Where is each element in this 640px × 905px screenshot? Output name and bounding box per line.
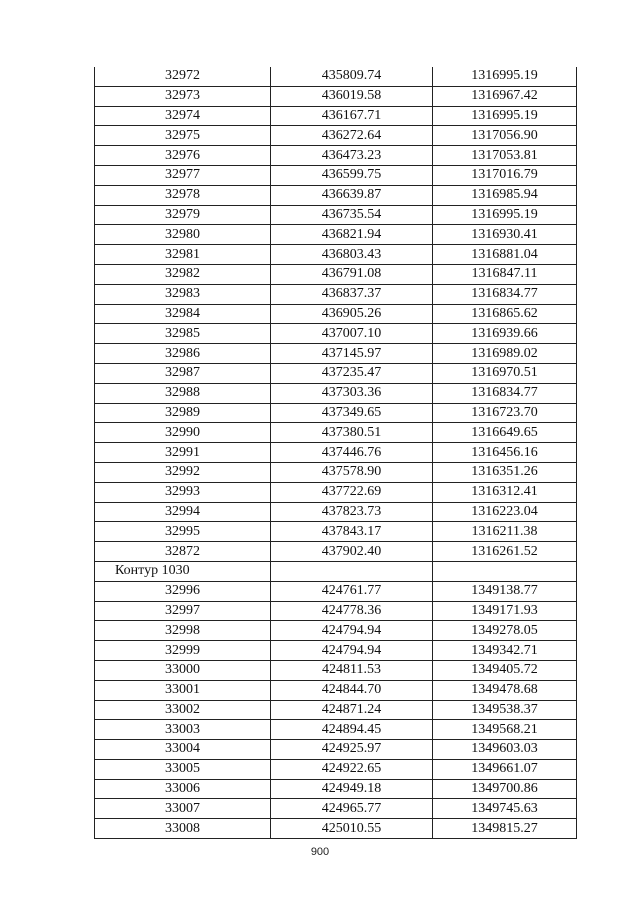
point-number-cell: 33004 <box>95 740 271 760</box>
point-number-cell: 32977 <box>95 165 271 185</box>
table-row <box>95 363 577 383</box>
x-coordinate-cell: 437902.40 <box>271 542 433 562</box>
table-row <box>95 264 577 284</box>
y-coordinate-cell: 1317053.81 <box>433 146 577 166</box>
x-coordinate-cell: 436837.37 <box>271 284 433 304</box>
y-coordinate-cell: 1316456.16 <box>433 443 577 463</box>
point-number-cell: 32989 <box>95 403 271 423</box>
y-coordinate-cell: 1316995.19 <box>433 106 577 126</box>
x-coordinate-cell: 437349.65 <box>271 403 433 423</box>
table-row <box>95 126 577 146</box>
y-coordinate-cell: 1349138.77 <box>433 581 577 601</box>
y-coordinate-cell: 1316351.26 <box>433 462 577 482</box>
section-empty-cell <box>271 561 433 581</box>
section-empty-cell <box>433 561 577 581</box>
x-coordinate-cell: 436473.23 <box>271 146 433 166</box>
table-row <box>95 621 577 641</box>
section-header-row <box>95 561 577 581</box>
y-coordinate-cell: 1316970.51 <box>433 363 577 383</box>
table-row <box>95 106 577 126</box>
point-number-cell: 32991 <box>95 443 271 463</box>
x-coordinate-cell: 424922.65 <box>271 759 433 779</box>
table-row <box>95 284 577 304</box>
point-number-cell: 32996 <box>95 581 271 601</box>
x-coordinate-cell: 437823.73 <box>271 502 433 522</box>
x-coordinate-cell: 436791.08 <box>271 264 433 284</box>
y-coordinate-cell: 1316967.42 <box>433 86 577 106</box>
x-coordinate-cell: 424965.77 <box>271 799 433 819</box>
y-coordinate-cell: 1317016.79 <box>433 165 577 185</box>
point-number-cell: 32981 <box>95 245 271 265</box>
table-row <box>95 403 577 423</box>
table-row <box>95 542 577 562</box>
table-row <box>95 67 577 86</box>
point-number-cell: 32995 <box>95 522 271 542</box>
table-row <box>95 641 577 661</box>
y-coordinate-cell: 1349278.05 <box>433 621 577 641</box>
point-number-cell: 32978 <box>95 185 271 205</box>
table-row <box>95 819 577 839</box>
point-number-cell: 33006 <box>95 779 271 799</box>
y-coordinate-cell: 1349478.68 <box>433 680 577 700</box>
y-coordinate-cell: 1349405.72 <box>433 660 577 680</box>
coordinates-table <box>94 67 577 839</box>
point-number-cell: 32998 <box>95 621 271 641</box>
point-number-cell: 32992 <box>95 462 271 482</box>
table-row <box>95 502 577 522</box>
y-coordinate-cell: 1316723.70 <box>433 403 577 423</box>
x-coordinate-cell: 424894.45 <box>271 720 433 740</box>
table-row <box>95 383 577 403</box>
y-coordinate-cell: 1349342.71 <box>433 641 577 661</box>
y-coordinate-cell: 1316995.19 <box>433 67 577 86</box>
y-coordinate-cell: 1316211.38 <box>433 522 577 542</box>
table-row <box>95 482 577 502</box>
point-number-cell: 33002 <box>95 700 271 720</box>
table-row <box>95 759 577 779</box>
x-coordinate-cell: 424761.77 <box>271 581 433 601</box>
x-coordinate-cell: 424794.94 <box>271 641 433 661</box>
point-number-cell: 32976 <box>95 146 271 166</box>
table-row <box>95 601 577 621</box>
x-coordinate-cell: 437303.36 <box>271 383 433 403</box>
x-coordinate-cell: 424925.97 <box>271 740 433 760</box>
y-coordinate-cell: 1316649.65 <box>433 423 577 443</box>
x-coordinate-cell: 437446.76 <box>271 443 433 463</box>
y-coordinate-cell: 1316847.11 <box>433 264 577 284</box>
y-coordinate-cell: 1349171.93 <box>433 601 577 621</box>
x-coordinate-cell: 435809.74 <box>271 67 433 86</box>
point-number-cell: 32994 <box>95 502 271 522</box>
x-coordinate-cell: 437145.97 <box>271 344 433 364</box>
table-row <box>95 245 577 265</box>
y-coordinate-cell: 1349538.37 <box>433 700 577 720</box>
x-coordinate-cell: 424794.94 <box>271 621 433 641</box>
y-coordinate-cell: 1316223.04 <box>433 502 577 522</box>
point-number-cell: 32982 <box>95 264 271 284</box>
point-number-cell: 33007 <box>95 799 271 819</box>
point-number-cell: 32985 <box>95 324 271 344</box>
point-number-cell: 32984 <box>95 304 271 324</box>
table-row <box>95 740 577 760</box>
point-number-cell: 33008 <box>95 819 271 839</box>
table-row <box>95 660 577 680</box>
x-coordinate-cell: 437380.51 <box>271 423 433 443</box>
table-row <box>95 86 577 106</box>
y-coordinate-cell: 1316930.41 <box>433 225 577 245</box>
y-coordinate-cell: 1349568.21 <box>433 720 577 740</box>
y-coordinate-cell: 1316985.94 <box>433 185 577 205</box>
table-row <box>95 225 577 245</box>
x-coordinate-cell: 437007.10 <box>271 324 433 344</box>
page-number: 900 <box>310 846 330 858</box>
table-row <box>95 146 577 166</box>
point-number-cell: 32993 <box>95 482 271 502</box>
x-coordinate-cell: 437578.90 <box>271 462 433 482</box>
x-coordinate-cell: 436272.64 <box>271 126 433 146</box>
y-coordinate-cell: 1349661.07 <box>433 759 577 779</box>
x-coordinate-cell: 436821.94 <box>271 225 433 245</box>
table-row <box>95 700 577 720</box>
y-coordinate-cell: 1316989.02 <box>433 344 577 364</box>
point-number-cell: 32972 <box>95 67 271 86</box>
table-row <box>95 720 577 740</box>
table-row <box>95 185 577 205</box>
table-row <box>95 462 577 482</box>
y-coordinate-cell: 1316261.52 <box>433 542 577 562</box>
point-number-cell: 32988 <box>95 383 271 403</box>
table-row <box>95 165 577 185</box>
y-coordinate-cell: 1316312.41 <box>433 482 577 502</box>
coordinates-table-body <box>95 67 577 839</box>
y-coordinate-cell: 1316865.62 <box>433 304 577 324</box>
table-row <box>95 443 577 463</box>
point-number-cell: 32983 <box>95 284 271 304</box>
point-number-cell: 32975 <box>95 126 271 146</box>
x-coordinate-cell: 436599.75 <box>271 165 433 185</box>
table-row <box>95 324 577 344</box>
point-number-cell: 33001 <box>95 680 271 700</box>
table-row <box>95 344 577 364</box>
x-coordinate-cell: 436735.54 <box>271 205 433 225</box>
coordinates-table-container <box>94 67 576 839</box>
table-row <box>95 779 577 799</box>
table-row <box>95 423 577 443</box>
x-coordinate-cell: 437235.47 <box>271 363 433 383</box>
x-coordinate-cell: 424949.18 <box>271 779 433 799</box>
point-number-cell: 32974 <box>95 106 271 126</box>
point-number-cell: 32997 <box>95 601 271 621</box>
x-coordinate-cell: 436803.43 <box>271 245 433 265</box>
x-coordinate-cell: 424844.70 <box>271 680 433 700</box>
table-row <box>95 304 577 324</box>
table-row <box>95 205 577 225</box>
x-coordinate-cell: 424811.53 <box>271 660 433 680</box>
y-coordinate-cell: 1349815.27 <box>433 819 577 839</box>
x-coordinate-cell: 437722.69 <box>271 482 433 502</box>
y-coordinate-cell: 1316834.77 <box>433 383 577 403</box>
point-number-cell: 33003 <box>95 720 271 740</box>
point-number-cell: 32999 <box>95 641 271 661</box>
table-row <box>95 680 577 700</box>
y-coordinate-cell: 1349745.63 <box>433 799 577 819</box>
y-coordinate-cell: 1317056.90 <box>433 126 577 146</box>
point-number-cell: 32990 <box>95 423 271 443</box>
point-number-cell: 32979 <box>95 205 271 225</box>
x-coordinate-cell: 436905.26 <box>271 304 433 324</box>
section-label: Контур 1030 <box>95 561 271 581</box>
point-number-cell: 33000 <box>95 660 271 680</box>
x-coordinate-cell: 436167.71 <box>271 106 433 126</box>
y-coordinate-cell: 1349700.86 <box>433 779 577 799</box>
y-coordinate-cell: 1316834.77 <box>433 284 577 304</box>
point-number-cell: 32987 <box>95 363 271 383</box>
table-row <box>95 799 577 819</box>
point-number-cell: 32986 <box>95 344 271 364</box>
table-row <box>95 522 577 542</box>
y-coordinate-cell: 1316939.66 <box>433 324 577 344</box>
x-coordinate-cell: 425010.55 <box>271 819 433 839</box>
x-coordinate-cell: 436019.58 <box>271 86 433 106</box>
x-coordinate-cell: 424871.24 <box>271 700 433 720</box>
x-coordinate-cell: 437843.17 <box>271 522 433 542</box>
point-number-cell: 32872 <box>95 542 271 562</box>
y-coordinate-cell: 1349603.03 <box>433 740 577 760</box>
y-coordinate-cell: 1316995.19 <box>433 205 577 225</box>
x-coordinate-cell: 424778.36 <box>271 601 433 621</box>
x-coordinate-cell: 436639.87 <box>271 185 433 205</box>
point-number-cell: 33005 <box>95 759 271 779</box>
point-number-cell: 32973 <box>95 86 271 106</box>
y-coordinate-cell: 1316881.04 <box>433 245 577 265</box>
table-row <box>95 581 577 601</box>
point-number-cell: 32980 <box>95 225 271 245</box>
